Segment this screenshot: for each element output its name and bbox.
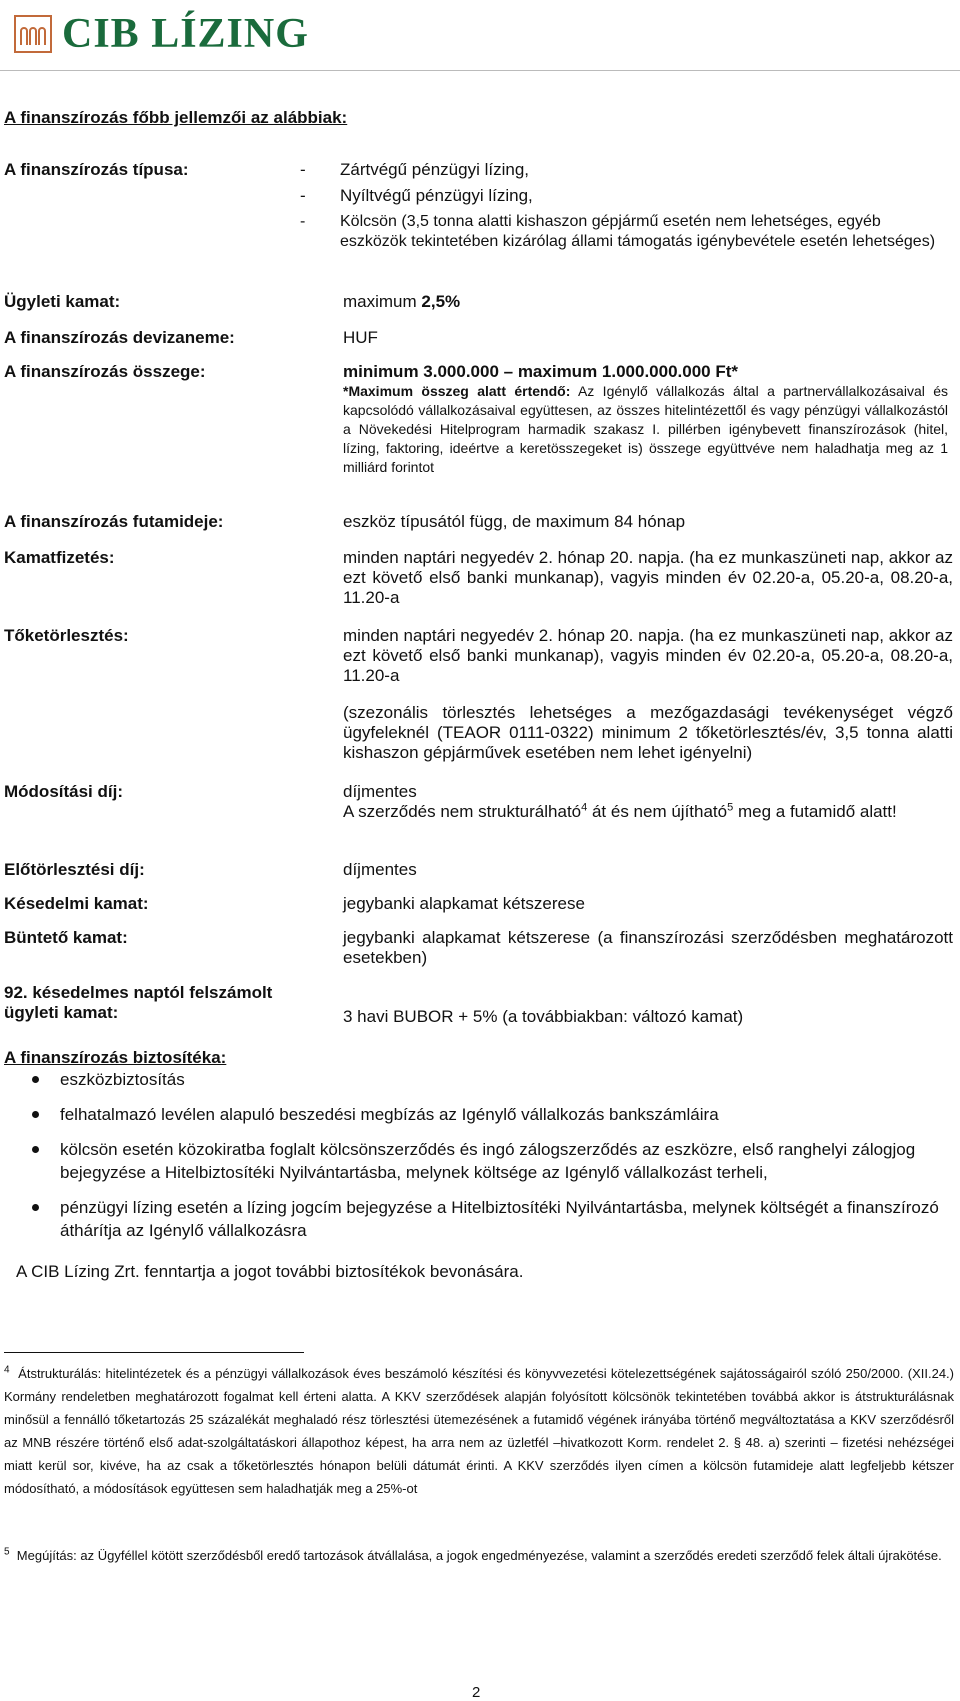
- amount-value: minimum 3.000.000 – maximum 1.000.000.000 Ft*: [343, 362, 739, 381]
- section-heading: A finanszírozás főbb jellemzői az alábbiak:: [4, 108, 348, 127]
- principal-repayment-note: (szezonális törlesztés lehetséges a mezőgazdasági tevékenységet végző ügyfeleknél (TEAOR 0111-0322) minimum 2 tőketörlesztés/év, 3,5 tonna alatti kishaszon gépjárművek esetében nem lehet igényelni): [343, 703, 953, 762]
- term-value: eszköz típusától függ, de maximum 84 hónap: [343, 512, 686, 531]
- list-dash: -: [300, 213, 306, 230]
- list-item: felhatalmazó levélen alapuló beszedési megbízás az Igénylő vállalkozás bankszámláira: [28, 1103, 953, 1126]
- finance-type-text: Zártvégű pénzügyi lízing,: [340, 160, 529, 179]
- penalty-interest-label: Büntető kamat:: [4, 928, 128, 947]
- modification-fee-value: díjmentes A szerződés nem strukturálható$^4$ át és nem újítható$^5$ meg a futamidő alatt!: [343, 782, 953, 822]
- list-item: pénzügyi lízing esetén a lízing jogcím bejegyzése a Hitelbiztosítéki Nyilvántartásba, melynek költségét a finanszírozó áthárítja az Igénylő vállalkozásra: [28, 1196, 953, 1242]
- footnote-5: $^5$ Megújítás: az Ügyféllel kötött szerződésből eredő tartozások átvállalása, a jogok engedményezése, valamint a szerződés eredeti szerződő felek általi újrakötése.: [4, 1546, 942, 1563]
- prepayment-fee-label: Előtörlesztési díj:: [4, 860, 145, 879]
- bullet-icon: [32, 1204, 39, 1211]
- amount-note: *Maximum összeg alatt értendő: Az Igénylő vállalkozás által a partnervállalkozásaival és kapcsolódó vállalkozásaival együttesen, az összes hitelintézettől és vagy pénzügyi vállalkozástól a Növekedési Hitelprogram harmadik szakasz I. pillérben igénybevett finanszírozások (hitel, lízing, faktoring, ideértve a keretösszegeket is) összege együttvéve nem haladhatja meg az 1 milliárd forintot: [343, 383, 949, 475]
- modification-fee-label: Módosítási díj:: [4, 782, 123, 801]
- header-divider: [0, 70, 960, 71]
- currency-value: HUF: [343, 328, 378, 347]
- finance-type-list: [300, 160, 950, 258]
- finance-type-item: [300, 160, 950, 180]
- finance-type-item: [300, 186, 950, 206]
- list-dash: -: [300, 160, 306, 179]
- list-dash: -: [300, 186, 306, 205]
- cib-lizing-logo: [14, 10, 309, 58]
- principal-repayment-label: Tőketörlesztés:: [4, 626, 129, 645]
- collateral-list: [28, 1068, 953, 1254]
- finance-type-label: A finanszírozás típusa:: [4, 160, 189, 179]
- bullet-icon: [32, 1111, 39, 1118]
- principal-repayment-value: minden naptári negyedév 2. hónap 20. napja. (ha ez munkaszüneti nap, akkor az ezt követő első banki munkanap), vagyis minden év 02.20-a, 05.20-a, 08.20-a, 11.20-a: [343, 626, 953, 685]
- day92-interest-value: 3 havi BUBOR + 5% (a továbbiakban: változó kamat): [343, 1007, 744, 1026]
- finance-type-text: Nyíltvégű pénzügyi lízing,: [340, 186, 533, 205]
- footnote-4: $^4$ Átstrukturálás: hitelintézetek és a pénzügyi vállalkozások éves beszámoló készítési és könyvvezetési kötelezettségének sajátosságairól szóló 250/2000. (XII.24.) Kormány rendeletben meghatározott fogalmat kell érteni alatta. A KKV szerződések alapján folyósított kölcsönök tekintetében továbbá akkor is átstrukturálásnak minősül a fennálló tőketartozás 25 százalékát meghaladó rész törlesztési ütemezésének a futamidő végének irányába történő megváltoztatása a KKV szerződésről az MNB részére történő első adat-szolgáltatáskori állapothoz képest, ha arra nem az üzletfél –hivatkozott Korm. rendelet 2. § 48. a) szerinti – fizetési nehézségei miatt kerül sor, kivéve, ha az csak a tőketörlesztés hónapon belüli dátumát érinti. A KKV szerződés ilyen címen a kölcsön futamideje alatt legfeljebb kétszer módosítható, a módosítások együttesen sem haladhatják meg a 25%-ot: [4, 1364, 954, 1496]
- term-label: A finanszírozás futamideje:: [4, 512, 224, 531]
- interest-payment-label: Kamatfizetés:: [4, 548, 115, 567]
- page-number: 2: [472, 1684, 481, 1701]
- penalty-interest-value: jegybanki alapkamat kétszerese (a finanszírozási szerződésben meghatározott esetekben): [343, 928, 953, 967]
- day92-interest-label: 92. késedelmes naptól felszámolt ügyleti kamat:: [4, 983, 273, 1022]
- list-item: kölcsön esetén közokiratba foglalt kölcsönszerződés és ingó zálogszerződés az eszközre, első ranghelyi zálogjog bejegyzése a Hitelbiztosítéki Nyilvántartásba, melynek költsége az Igénylő vállalkozást terheli,: [28, 1138, 953, 1184]
- finance-type-item: [300, 212, 950, 252]
- currency-label: A finanszírozás devizaneme:: [4, 328, 235, 347]
- collateral-heading: A finanszírozás biztosítéka:: [4, 1048, 227, 1067]
- modification-fee-note: A szerződés nem strukturálható$^4$ át és nem újítható$^5$ meg a futamidő alatt!: [343, 801, 897, 821]
- late-interest-value: jegybanki alapkamat kétszerese: [343, 894, 585, 913]
- footnote-divider: [4, 1352, 304, 1353]
- rate-value: maximum 2,5%: [343, 292, 461, 311]
- brand-name: CIB LÍZING: [62, 11, 309, 57]
- rate-label: Ügyleti kamat:: [4, 292, 121, 311]
- finance-type-text: Kölcsön (3,5 tonna alatti kishaszon gépjármű esetén nem lehetséges, egyéb eszközök tekintetében kizárólag állami támogatás igénybevétele esetén lehetséges): [340, 213, 936, 250]
- late-interest-label: Késedelmi kamat:: [4, 894, 149, 913]
- amount-label: A finanszírozás összege:: [4, 362, 206, 381]
- bullet-icon: [32, 1146, 39, 1153]
- prepayment-fee-value: díjmentes: [343, 860, 417, 879]
- list-item: eszközbiztosítás: [28, 1068, 953, 1091]
- building-columns-icon: [14, 15, 52, 53]
- bullet-icon: [32, 1076, 39, 1083]
- closing-statement: A CIB Lízing Zrt. fenntartja a jogot további biztosítékok bevonására.: [16, 1262, 524, 1281]
- interest-payment-value: minden naptári negyedév 2. hónap 20. napja. (ha ez munkaszüneti nap, akkor az ezt követő első banki munkanap), vagyis minden év 02.20-a, 05.20-a, 08.20-a, 11.20-a: [343, 548, 953, 607]
